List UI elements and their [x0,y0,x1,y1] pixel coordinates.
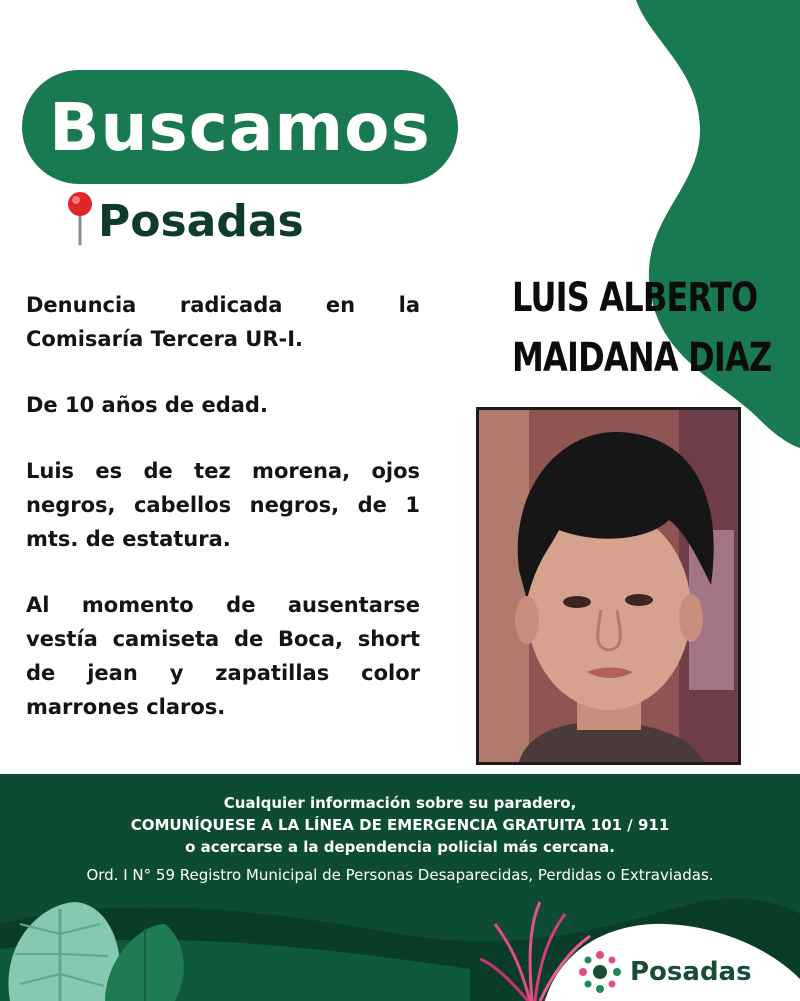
description-text: Luis es de tez morena, ojos negros, cabellos negros, de 1 mts. de estatura. [26,459,420,551]
footer-line-info: Cualquier información sobre su paradero, [223,794,577,812]
age-text: De 10 años de edad. [26,393,268,417]
footer-line-emergency: COMUNÍQUESE A LA LÍNEA DE EMERGENCIA GRATUITA 101 / 911 [130,816,670,834]
person-name [512,268,772,388]
posadas-logo [578,950,752,994]
footer-line-police: o acercarse a la dependencia policial más cercana. [185,838,615,856]
person-name-line1: LUIS ALBERTO [512,275,758,321]
logo-text: Posadas [630,957,752,987]
details-text [26,288,420,756]
person-photo [476,407,741,765]
footer-text [0,792,800,886]
location-label: Posadas [98,196,304,247]
posadas-logo-icon [578,950,622,994]
footer-line-ordinance: Ord. I N° 59 Registro Municipal de Personas Desaparecidas, Perdidas o Extraviadas. [86,866,714,884]
location-pin-icon [64,190,96,246]
page-title: Buscamos [49,88,431,166]
complaint-text: Denuncia radicada en la Comisaría Tercera UR-I. [26,293,420,351]
person-name-line2: MAIDANA DIAZ [512,335,772,381]
footer-panel [0,774,800,1001]
title-banner [22,70,458,184]
clothing-text: Al momento de ausentarse vestía camiseta de Boca, short de jean y zapatillas color marrones claros. [26,593,420,719]
